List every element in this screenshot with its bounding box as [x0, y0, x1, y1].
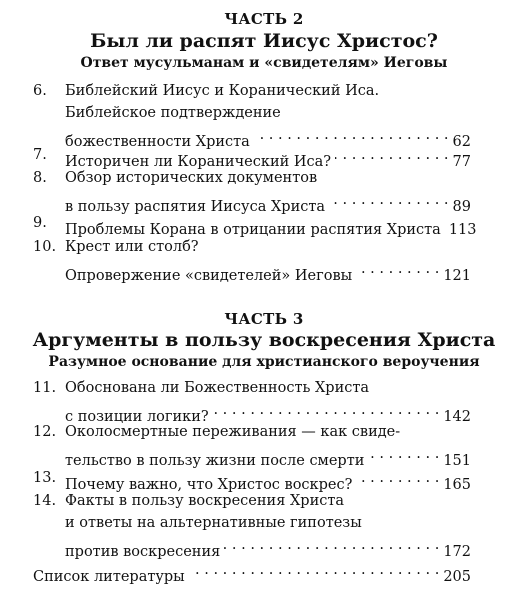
toc-entry-14[interactable] [33, 490, 471, 560]
dot-leader [329, 189, 449, 211]
part2-subtitle: Ответ мусульманам и «свидетелям» Иеговы [80, 55, 448, 71]
toc-entry-13[interactable] [33, 467, 471, 493]
toc-entry-11[interactable] [33, 377, 471, 425]
entry-number: 14. [33, 493, 57, 509]
bibliography-label: Список литературы [33, 569, 185, 585]
dot-leader [224, 534, 439, 556]
entry-title-line: Почему важно, что Христос воскрес? [65, 477, 353, 493]
entry-title-line: Проблемы Корана в отрицании распятия Христа [65, 222, 441, 238]
toc-entry-8[interactable] [33, 167, 471, 215]
toc-entry-9[interactable] [33, 212, 477, 238]
toc-entry-12[interactable] [33, 421, 471, 469]
entry-number: 7. [33, 147, 47, 163]
entry-page-number: 89 [452, 199, 471, 215]
entry-title-line: тельство в пользу жизни после смерти [65, 453, 365, 469]
dot-leader [368, 443, 439, 465]
dot-leader [254, 124, 449, 146]
entry-title-line: божественности Христа [65, 134, 250, 150]
entry-page-number: 62 [452, 134, 471, 150]
dot-leader [189, 559, 440, 581]
entry-title-line: Обзор исторических документов [65, 170, 318, 186]
entry-title-line: Историчен ли Коранический Иса? [65, 154, 332, 170]
entry-page-number: 205 [443, 569, 471, 585]
entry-title-line: и ответы на альтернативные гипотезы [65, 515, 362, 531]
entry-title-line: в пользу распятия Иисуса Христа [65, 199, 326, 215]
entry-title-line: против воскресения [65, 544, 221, 560]
dot-leader [356, 258, 439, 280]
entry-title-line: Опровержение «свидетелей» Иеговы [65, 268, 353, 284]
part3-label: ЧАСТЬ 3 [224, 310, 304, 328]
toc-entry-bibliography[interactable] [33, 559, 471, 585]
dot-leader [335, 144, 448, 166]
entry-title-line: Библейский Иисус и Коранический Иса. [65, 83, 380, 99]
entry-number: 9. [33, 215, 47, 231]
toc-entry-7[interactable] [33, 144, 471, 170]
entry-title-line: Околосмертные переживания — как свиде- [65, 424, 401, 440]
entry-title-line: Факты в пользу воскресения Христа [65, 493, 345, 509]
entry-page-number: 121 [443, 268, 471, 284]
entry-page-number: 151 [443, 453, 471, 469]
entry-title-line: Обоснована ли Божественность Христа [65, 380, 370, 396]
entry-number: 10. [33, 239, 57, 255]
dot-leader [356, 467, 439, 489]
entry-page-number: 77 [452, 154, 471, 170]
entry-number: 11. [33, 380, 57, 396]
entry-number: 8. [33, 170, 47, 186]
part2-title: Был ли распят Иисус Христос? [90, 30, 438, 52]
entry-page-number: 172 [443, 544, 471, 560]
entry-title-line: Библейское подтверждение [65, 105, 281, 121]
entry-number: 12. [33, 424, 57, 440]
entry-page-number: 113 [448, 222, 477, 238]
part2-label: ЧАСТЬ 2 [224, 10, 304, 28]
dot-leader [213, 399, 440, 421]
entry-title-line: Крест или столб? [65, 239, 199, 255]
entry-number: 6. [33, 83, 47, 99]
part3-subtitle: Разумное основание для христианского вероучения [48, 354, 480, 370]
toc-entry-6[interactable] [33, 80, 471, 150]
entry-page-number: 142 [443, 409, 471, 425]
entry-title-line: с позиции логики? [65, 409, 209, 425]
toc-entry-10[interactable] [33, 236, 471, 284]
entry-page-number: 165 [443, 477, 471, 493]
part3-title: Аргументы в пользу воскресения Христа [32, 329, 496, 351]
entry-number: 13. [33, 470, 57, 486]
